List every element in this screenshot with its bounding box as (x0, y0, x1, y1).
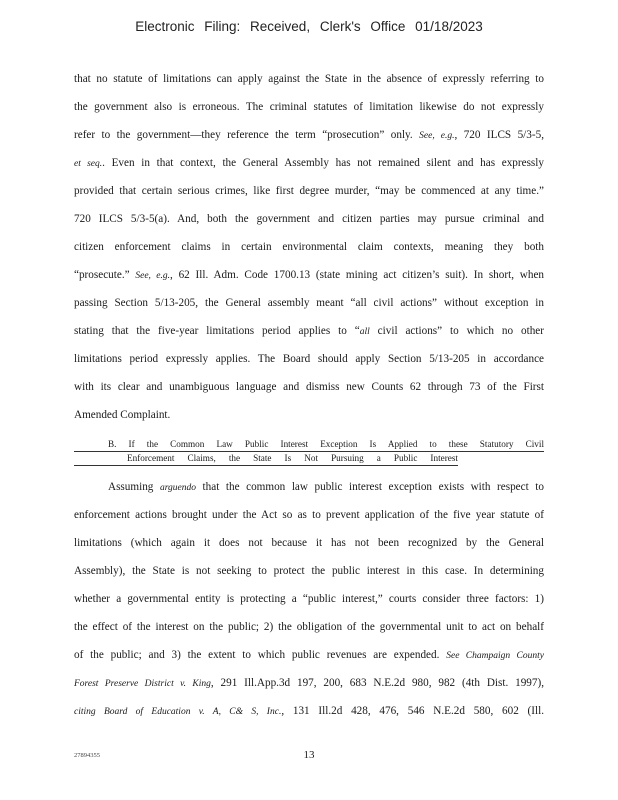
text-line (74, 674, 544, 702)
line-text: provided that certain serious crimes, like first degree murder, “may be commenced at any time.” (74, 185, 544, 197)
text-line (74, 294, 544, 322)
text-line (74, 182, 544, 210)
line-text: , 131 Ill.2d 428, 476, 546 N.E.2d 580, 602 (Ill. (281, 705, 545, 717)
text-line (74, 506, 544, 534)
citation-signal: See, e.g. (419, 131, 455, 141)
document-body (74, 70, 544, 730)
text-line (74, 238, 544, 266)
text-line (74, 322, 544, 350)
line-text: stating that the five-year limitations period applies to “ (74, 325, 360, 337)
text-line (74, 98, 544, 126)
line-text: , 720 ILCS 5/3-5, (454, 129, 544, 141)
line-text: that the common law public interest exception exists with respect to (196, 481, 544, 493)
line-text: , 62 Ill. Adm. Code 1700.13 (state mining act citizen’s suit). In short, when (170, 269, 545, 281)
text-line (74, 154, 544, 182)
line-text: Assuming (108, 481, 160, 493)
text-line (74, 478, 544, 506)
line-text: Assembly), the State is not seeking to protect the public interest in this case. In determining (74, 565, 544, 577)
text-line (74, 210, 544, 238)
citation-signal: et seq. (74, 159, 103, 169)
line-text: limitations (which again it does not because it has not been recognized by the General (74, 537, 544, 549)
text-line (74, 702, 544, 730)
citation-signal: arguendo (159, 483, 196, 493)
citation-signal: all (359, 327, 370, 337)
line-text: Amended Complaint. (74, 409, 171, 421)
paragraph-public-interest (74, 478, 544, 730)
line-text: 720 ILCS 5/3-5(a). And, both the government and citizen parties may pursue criminal and (74, 213, 544, 225)
line-text: , 291 Ill.App.3d 197, 200, 683 N.E.2d 980, 982 (4th Dist. 1997), (210, 677, 544, 689)
line-text: refer to the government—they reference the term “prosecution” only. (74, 129, 420, 141)
document-id: 27894355 (74, 752, 100, 759)
text-line (74, 406, 544, 434)
section-heading-b (74, 438, 544, 466)
heading-line-2: Enforcement Claims, the State Is Not Pursuing a Public Interest (74, 452, 458, 466)
line-text: passing Section 5/13-205, the General assembly meant “all civil actions” without exception in (74, 297, 544, 309)
paragraph-statute-limitations (74, 70, 544, 434)
text-line (74, 266, 544, 294)
citation-signal: Forest Preserve District v. King (74, 679, 211, 689)
line-text: enforcement actions brought under the Act so as to prevent application of the five year statute of (74, 509, 544, 521)
heading-line-1: B. If the Common Law Public Interest Exception Is Applied to these Statutory Civil (74, 438, 544, 452)
line-text: whether a governmental entity is protecting a “public interest,” courts consider three factors: 1) (74, 593, 544, 605)
text-line (74, 646, 544, 674)
citation-signal: citing Board of Education v. A, C& S, Inc. (74, 707, 282, 717)
line-text: the effect of the interest on the public; 2) the obligation of the governmental unit to act on behalf (74, 621, 544, 633)
text-line (74, 378, 544, 406)
citation-signal: See, e.g. (135, 271, 171, 281)
text-line (74, 562, 544, 590)
line-text: that no statute of limitations can apply against the State in the absence of expressly referring to (74, 73, 544, 85)
page-number: 13 (303, 749, 315, 761)
citation-signal: See Champaign County (446, 651, 544, 661)
line-text: limitations period expressly applies. The Board should apply Section 5/13-205 in accordance (74, 353, 544, 365)
text-line (74, 126, 544, 154)
line-text: with its clear and unambiguous language and dismiss new Counts 62 through 73 of the First (74, 381, 544, 393)
filing-stamp-header: Electronic Filing: Received, Clerk's Office 01/18/2023 (135, 19, 483, 34)
line-text: . Even in that context, the General Assembly has not remained silent and has expressly (102, 157, 544, 169)
text-line (74, 534, 544, 562)
line-text: of the public; and 3) the extent to which public revenues are expended. (74, 649, 447, 661)
text-line (74, 618, 544, 646)
text-line (74, 70, 544, 98)
text-line (74, 350, 544, 378)
line-text: the government also is erroneous. The criminal statutes of limitation likewise do not expressly (74, 101, 544, 113)
text-line (74, 590, 544, 618)
line-text: citizen enforcement claims in certain environmental claim contexts, meaning they both (74, 241, 544, 253)
line-text: “prosecute.” (74, 269, 136, 281)
line-text: civil actions” to which no other (369, 325, 544, 337)
